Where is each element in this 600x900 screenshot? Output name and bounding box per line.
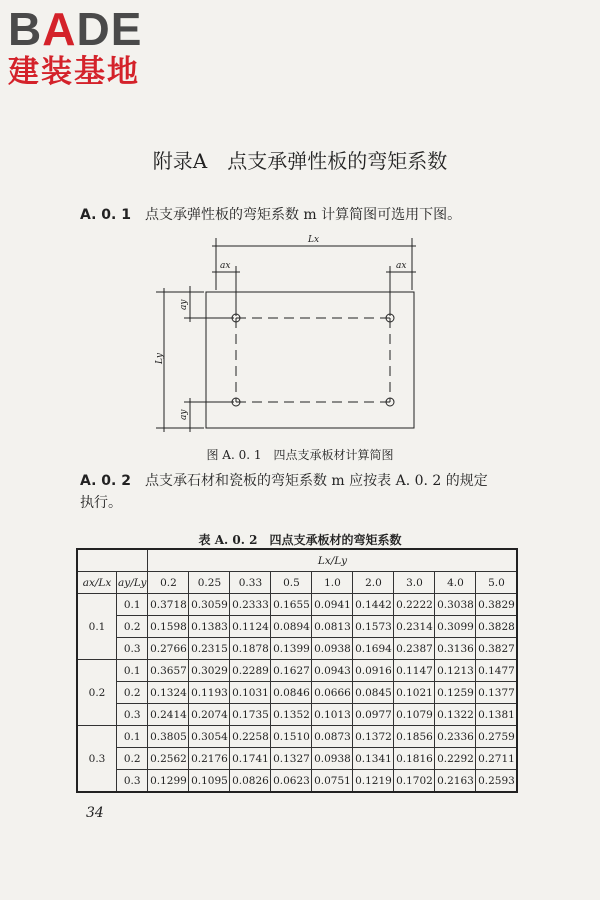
coefficient-cell: 0.1702: [394, 770, 435, 793]
coefficient-cell: 0.2387: [394, 638, 435, 660]
section-text: 点支承石材和瓷板的弯矩系数 m 应按表 A. 0. 2 的规定: [144, 473, 488, 489]
coefficient-cell: 0.0826: [230, 770, 271, 793]
coefficient-cell: 0.1655: [271, 594, 312, 616]
col1-header: ax/Lx: [77, 572, 117, 594]
coefficient-cell: 0.2759: [476, 726, 518, 748]
plate-outline: [206, 292, 414, 428]
column-header: 0.25: [189, 572, 230, 594]
coefficient-cell: 0.2314: [394, 616, 435, 638]
coefficient-cell: 0.1021: [394, 682, 435, 704]
ay-value: 0.3: [117, 770, 148, 793]
coefficient-cell: 0.3805: [148, 726, 189, 748]
table-row: [77, 616, 517, 638]
coefficient-cell: 0.1259: [435, 682, 476, 704]
coefficient-cell: 0.2074: [189, 704, 230, 726]
moment-coefficient-table: [76, 548, 518, 793]
coefficient-cell: 0.1341: [353, 748, 394, 770]
ay-value: 0.2: [117, 682, 148, 704]
coefficient-cell: 0.2222: [394, 594, 435, 616]
coefficient-cell: 0.2593: [476, 770, 518, 793]
coefficient-cell: 0.2766: [148, 638, 189, 660]
ay-value: 0.2: [117, 748, 148, 770]
coefficient-cell: 0.1856: [394, 726, 435, 748]
table-row: [77, 726, 517, 748]
coefficient-cell: 0.3029: [189, 660, 230, 682]
section-text-cont: 执行。: [80, 495, 122, 511]
ax-value: 0.1: [77, 594, 117, 660]
plate-diagram: [150, 230, 450, 440]
table-row: [77, 594, 517, 616]
label-ly: Ly: [155, 353, 165, 364]
label-ax-left: ax: [220, 261, 231, 271]
coefficient-cell: 0.1095: [189, 770, 230, 793]
coefficient-cell: 0.3828: [476, 616, 518, 638]
coefficient-cell: 0.2333: [230, 594, 271, 616]
coefficient-cell: 0.0751: [312, 770, 353, 793]
ay-value: 0.3: [117, 638, 148, 660]
section-number: A. 0. 2: [80, 473, 131, 489]
logo-subtitle: 建装基地: [8, 54, 140, 90]
coefficient-cell: 0.1816: [394, 748, 435, 770]
logo-wordmark: BADE: [8, 3, 143, 55]
coefficient-cell: 0.1324: [148, 682, 189, 704]
ay-value: 0.2: [117, 616, 148, 638]
table-row: [77, 682, 517, 704]
table-caption: 表 A. 0. 2 四点支承板材的弯矩系数: [198, 533, 402, 547]
ax-value: 0.2: [77, 660, 117, 726]
coefficient-cell: 0.1079: [394, 704, 435, 726]
table-row: [77, 770, 517, 793]
coefficient-cell: 0.1193: [189, 682, 230, 704]
section-text: 点支承弹性板的弯矩系数 m 计算简图可选用下图。: [144, 207, 462, 223]
coefficient-cell: 0.1327: [271, 748, 312, 770]
coefficient-cell: 0.0623: [271, 770, 312, 793]
coefficient-cell: 0.3136: [435, 638, 476, 660]
coefficient-cell: 0.0938: [312, 638, 353, 660]
coefficient-cell: 0.3827: [476, 638, 518, 660]
column-header: 4.0: [435, 572, 476, 594]
coefficient-cell: 0.3038: [435, 594, 476, 616]
coefficient-cell: 0.3059: [189, 594, 230, 616]
coefficient-cell: 0.1598: [148, 616, 189, 638]
coefficient-cell: 0.2292: [435, 748, 476, 770]
coefficient-cell: 0.1352: [271, 704, 312, 726]
coefficient-cell: 0.0943: [312, 660, 353, 682]
label-ay-bottom: ay: [179, 409, 189, 420]
coefficient-cell: 0.1510: [271, 726, 312, 748]
table-row: [77, 638, 517, 660]
section-a01: [80, 204, 461, 226]
column-header: 2.0: [353, 572, 394, 594]
span-header: Lx/Ly: [148, 549, 518, 572]
coefficient-cell: 0.1299: [148, 770, 189, 793]
ay-value: 0.1: [117, 726, 148, 748]
label-ay-top: ay: [179, 299, 189, 310]
coefficient-cell: 0.2163: [435, 770, 476, 793]
coefficient-cell: 0.1442: [353, 594, 394, 616]
coefficient-cell: 0.1124: [230, 616, 271, 638]
coefficient-cell: 0.0916: [353, 660, 394, 682]
coefficient-cell: 0.0666: [312, 682, 353, 704]
coefficient-cell: 0.2562: [148, 748, 189, 770]
coefficient-cell: 0.2289: [230, 660, 271, 682]
coefficient-cell: 0.1377: [476, 682, 518, 704]
column-header: 5.0: [476, 572, 518, 594]
coefficient-cell: 0.1381: [476, 704, 518, 726]
column-header: 1.0: [312, 572, 353, 594]
coefficient-cell: 0.1147: [394, 660, 435, 682]
ax-value: 0.3: [77, 726, 117, 793]
coefficient-cell: 0.0941: [312, 594, 353, 616]
coefficient-cell: 0.3718: [148, 594, 189, 616]
coefficient-cell: 0.1399: [271, 638, 312, 660]
coefficient-cell: 0.1013: [312, 704, 353, 726]
column-header: 0.33: [230, 572, 271, 594]
coefficient-cell: 0.2414: [148, 704, 189, 726]
coefficient-cell: 0.0845: [353, 682, 394, 704]
ay-value: 0.3: [117, 704, 148, 726]
coefficient-cell: 0.1741: [230, 748, 271, 770]
coefficient-cell: 0.1372: [353, 726, 394, 748]
coefficient-cell: 0.0977: [353, 704, 394, 726]
ay-value: 0.1: [117, 594, 148, 616]
coefficient-cell: 0.3829: [476, 594, 518, 616]
coefficient-cell: 0.1031: [230, 682, 271, 704]
column-header: 0.5: [271, 572, 312, 594]
coefficient-cell: 0.1322: [435, 704, 476, 726]
coefficient-cell: 0.3657: [148, 660, 189, 682]
coefficient-cell: 0.2711: [476, 748, 518, 770]
section-number: A. 0. 1: [80, 207, 131, 223]
coefficient-cell: 0.2176: [189, 748, 230, 770]
coefficient-cell: 0.2315: [189, 638, 230, 660]
col2-header: ay/Ly: [117, 572, 148, 594]
coefficient-cell: 0.2258: [230, 726, 271, 748]
coefficient-cell: 0.0846: [271, 682, 312, 704]
figure-caption: 图 A. 0. 1 四点支承板材计算简图: [206, 448, 394, 462]
coefficient-cell: 0.1219: [353, 770, 394, 793]
table-row: [77, 704, 517, 726]
coefficient-cell: 0.3054: [189, 726, 230, 748]
coefficient-cell: 0.0938: [312, 748, 353, 770]
coefficient-cell: 0.0894: [271, 616, 312, 638]
column-header: 3.0: [394, 572, 435, 594]
coefficient-cell: 0.1694: [353, 638, 394, 660]
section-a02: [80, 470, 488, 514]
table-row: [77, 748, 517, 770]
coefficient-cell: 0.1735: [230, 704, 271, 726]
coefficient-cell: 0.1383: [189, 616, 230, 638]
label-ax-right: ax: [396, 261, 407, 271]
coefficient-cell: 0.0873: [312, 726, 353, 748]
coefficient-cell: 0.1213: [435, 660, 476, 682]
coefficient-cell: 0.1878: [230, 638, 271, 660]
page-title: 附录A 点支承弹性板的弯矩系数: [152, 149, 448, 173]
coefficient-cell: 0.1573: [353, 616, 394, 638]
ay-value: 0.1: [117, 660, 148, 682]
coefficient-cell: 0.1477: [476, 660, 518, 682]
column-header: 0.2: [148, 572, 189, 594]
label-lx: Lx: [308, 235, 320, 245]
coefficient-cell: 0.3099: [435, 616, 476, 638]
table-row: [77, 660, 517, 682]
coefficient-cell: 0.2336: [435, 726, 476, 748]
page-number: 34: [86, 805, 104, 821]
coefficient-cell: 0.1627: [271, 660, 312, 682]
brand-logo: [8, 3, 143, 90]
coefficient-cell: 0.0813: [312, 616, 353, 638]
